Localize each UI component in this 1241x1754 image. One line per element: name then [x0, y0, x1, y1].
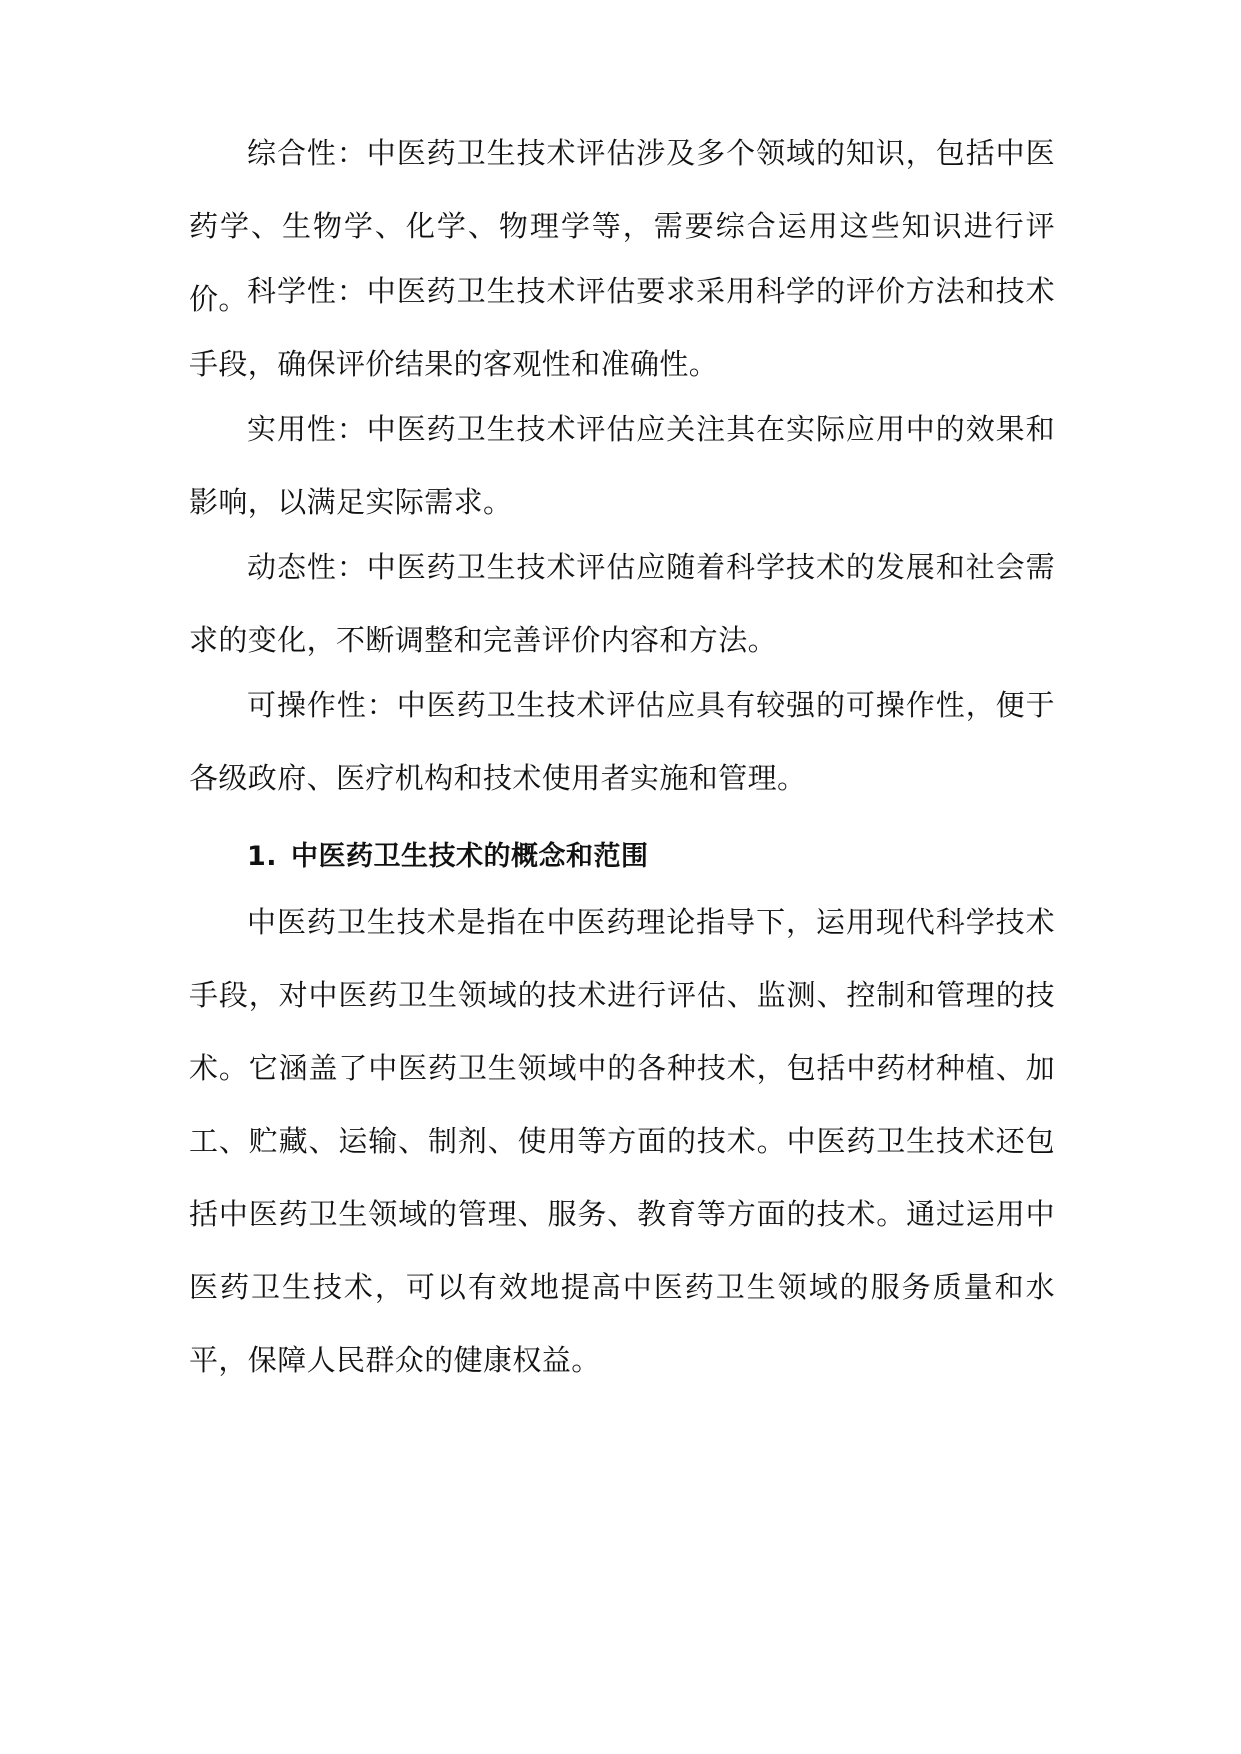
paragraph-comprehensiveness: 综合性：中医药卫生技术评估涉及多个领域的知识，包括中医药学、生物学、化学、物理学等，需要综合运用这些知识进行评价。	[189, 136, 1055, 316]
paragraph-operability: 可操作性：中医药卫生技术评估应具有较强的可操作性，便于各级政府、医疗机构和技术使用者实施和管理。	[189, 688, 1055, 795]
paragraph-practicality: 实用性：中医药卫生技术评估应关注其在实际应用中的效果和影响，以满足实际需求。	[189, 412, 1055, 519]
section-title: 中医药卫生技术的概念和范围	[291, 841, 649, 872]
paragraph-scientificity: 科学性：中医药卫生技术评估要求采用科学的评价方法和技术手段，确保评价结果的客观性和准确性。	[189, 274, 1055, 381]
section-number: 1.	[247, 841, 278, 872]
paragraph-dynamism: 动态性：中医药卫生技术评估应随着科学技术的发展和社会需求的变化，不断调整和完善评价内容和方法。	[189, 550, 1055, 657]
section-heading	[247, 837, 649, 877]
paragraph-concept-scope: 中医药卫生技术是指在中医药理论指导下，运用现代科学技术手段，对中医药卫生领域的技术进行评估、监测、控制和管理的技术。它涵盖了中医药卫生领域中的各种技术，包括中药材种植、加工、贮藏、运输、制剂、使用等方面的技术。中医药卫生技术还包括中医药卫生领域的管理、服务、教育等方面的技术。通过运用中医药卫生技术，可以有效地提高中医药卫生领域的服务质量和水平，保障人民群众的健康权益。	[189, 905, 1055, 1377]
